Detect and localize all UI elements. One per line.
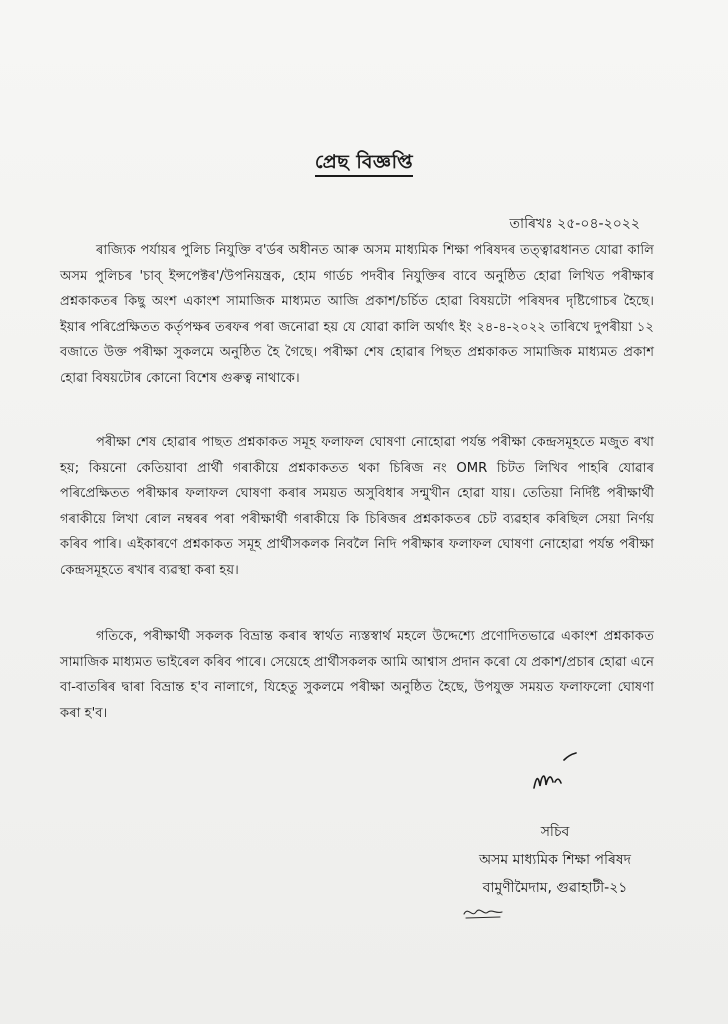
signature-block bbox=[440, 818, 670, 902]
paragraph-1: ৰাজ্যিক পৰ্যায়ৰ পুলিচ নিযুক্তি ব'ৰ্ডৰ অধীনত আৰু অসম মাধ্যমিক শিক্ষা পৰিষদৰ তত্ত্বাৱধানত যোৱা কালি অসম পুলিচৰ 'চাব্ ইন্সপেক্টৰ'/উপনিয়ন্ত্ৰক, হোম গাৰ্ডচ পদবীৰ নিযুক্তিৰ বাবে অনুষ্ঠিত হোৱা লিখিত পৰীক্ষাৰ প্ৰশ্নকাকতৰ কিছু অংশ একাংশ সামাজিক মাধ্যমত আজি প্ৰকাশ/চৰ্চিত হোৱা বিষয়টো পৰিষদৰ দৃষ্টিগোচৰ হৈছে। ইয়াৰ পৰিপ্ৰেক্ষিতত কৰ্তৃপক্ষৰ তৰফৰ পৰা জনোৱা হয় যে যোৱা কালি অৰ্থাৎ ইং ২৪-৪-২০২২ তাৰিখে দুপৰীয়া ১২ বজাতে উক্ত পৰীক্ষা সুকলমে অনুষ্ঠিত হৈ গৈছে। পৰীক্ষা শেষ হোৱাৰ পিছত প্ৰশ্নকাকত সামাজিক মাধ্যমত প্ৰকাশ হোৱা বিষয়টোৰ কোনো বিশেষ গুৰুত্ব নাথাকে। bbox=[60, 243, 654, 386]
signatory-address: বামুণীমৈদাম, গুৱাহাটী-২১ bbox=[482, 880, 628, 896]
signatory-designation: সচিব bbox=[540, 824, 570, 840]
handwritten-initial bbox=[460, 900, 510, 926]
signatory-organization: অসম মাধ্যমিক শিক্ষা পৰিষদ bbox=[479, 852, 631, 868]
handwritten-signature bbox=[528, 752, 588, 802]
paragraph-3: গতিকে, পৰীক্ষাৰ্থী সকলক বিভ্ৰান্ত কৰাৰ স্বাৰ্থত ন্যস্তস্বাৰ্থ মহলে উদ্দেশ্যে প্ৰণোদিতভাৱে একাংশ প্ৰশ্নকাকত সামাজিক মাধ্যমত ভাইৰেল কৰিব পাৰে। সেয়েহে প্ৰাৰ্থীসকলক আমি আশ্বাস প্ৰদান কৰো যে প্ৰকাশ/প্ৰচাৰ হোৱা এনে বা-বাতৰিৰ দ্বাৰা বিভ্ৰান্ত হ'ব নালাগে, যিহেতু সুকলমে পৰীক্ষা অনুষ্ঠিত হৈছে, উপযুক্ত সময়ত ফলাফলো ঘোষণা কৰা হ'ব। bbox=[60, 629, 654, 721]
paragraph-2: পৰীক্ষা শেষ হোৱাৰ পাছত প্ৰশ্নকাকত সমূহ ফলাফল ঘোষণা নোহোৱা পৰ্যন্ত পৰীক্ষা কেন্দ্ৰসমূহতে মজুত ৰখা হয়; কিয়নো কেতিয়াবা প্ৰাৰ্থী গৰাকীয়ে প্ৰশ্নকাকতত থকা চিৰিজ নং OMR চিটত লিখিব পাহৰি যোৱাৰ পৰিপ্ৰেক্ষিতত পৰীক্ষাৰ ফলাফল ঘোষণা কৰাৰ সময়ত অসুবিধাৰ সন্মুখীন হোৱা যায়। তেতিয়া নিৰ্দিষ্ট পৰীক্ষাৰ্থী গৰাকীয়ে লিখা ৰোল নম্বৰৰ পৰা পৰীক্ষাৰ্থী গৰাকীয়ে কি চিৰিজৰ প্ৰশ্নকাকতৰ চেট ব্যৱহাৰ কৰিছিল সেয়া নিৰ্ণয় কৰিব পাৰি। এইকাৰণে প্ৰশ্নকাকত সমূহ প্ৰাৰ্থীসকলক নিবলৈ নিদি পৰীক্ষাৰ ফলাফল ঘোষণা নোহোৱা পৰ্যন্ত পৰীক্ষা কেন্দ্ৰসমূহতে ৰখাৰ ব্যৱস্থা কৰা হয়। bbox=[60, 435, 655, 578]
document-title-text: প্ৰেছ বিজ্ঞপ্তি bbox=[315, 151, 413, 177]
document-title bbox=[0, 148, 728, 180]
document-date: তাৰিখঃ ২৫-০৪-২০২২ bbox=[509, 216, 640, 232]
